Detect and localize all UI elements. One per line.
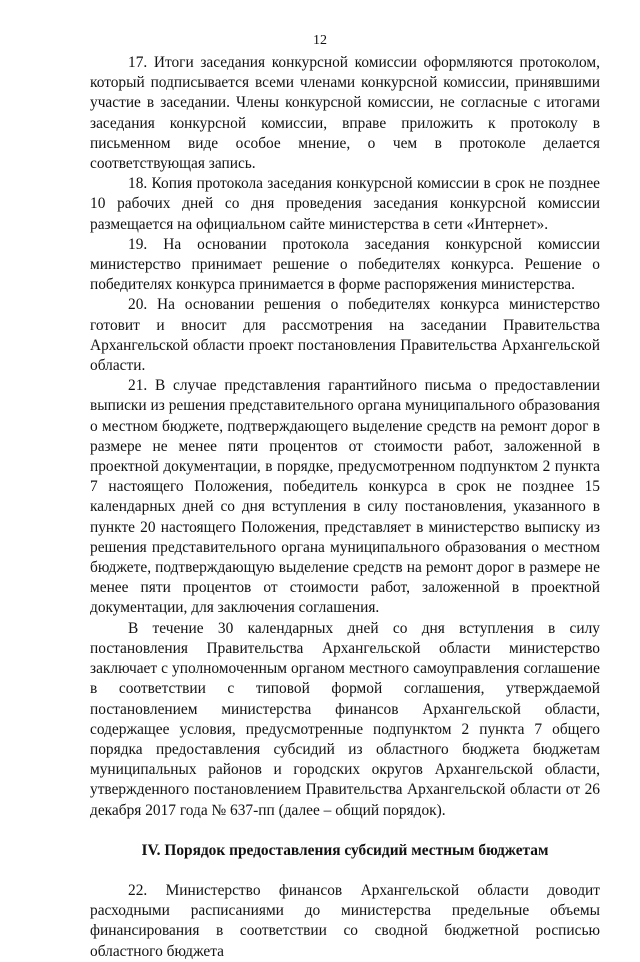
section-heading: IV. Порядок предоставления субсидий местным бюджетам bbox=[141, 841, 549, 859]
paragraph-18: 18. Копия протокола заседания конкурсной комиссии в срок не позднее 10 рабочих дней со дня проведения заседания конкурсной комиссии размещается на официальном сайте министерства в сети «Интернет». bbox=[90, 175, 600, 233]
paragraph-17: 17. Итоги заседания конкурсной комиссии оформляются протоколом, который подписывается всеми членами конкурсной комиссии, принявшими участие в заседании. Члены конкурсной комиссии, не согласные с итогами заседания конкурсной комиссии, вправе приложить к протоколу в письменном виде особое мнение, о чем в протоколе делается соответствующая запись. bbox=[90, 54, 600, 173]
paragraph-22: 22. Министерство финансов Архангельской области доводит расходными расписаниями до министерства предельные объемы финансирования в соответствии со сводной бюджетной росписью областного бюджета bbox=[90, 881, 600, 960]
paragraph-20: 20. На основании решения о победителях конкурса министерство готовит и вносит для рассмотрения на заседании Правительства Архангельской области проект постановления Правительства Архангельской области. bbox=[90, 296, 600, 375]
paragraph-21: 21. В случае представления гарантийного письма о предоставлении выписки из решения представительного органа муниципального образования о местном бюджете, подтверждающего выделение средств на ремонт дорог в размере не менее пяти процентов от стоимости работ, заложенной в проектной документации, в порядке, предусмотренном подпунктом 2 пункта 7 настоящего Положения, победитель конкурса в срок не позднее 15 календарных дней со дня вступления в силу постановления, указанного в пункте 20 настоящего Положения, представляет в министерство выписку из решения представительного органа муниципального образования о местном бюджете, подтверждающую выделение средств на ремонт дорог в размере не менее пяти процентов от стоимости работ, заложенной в проектной документации, для заключения соглашения. bbox=[90, 377, 600, 617]
document-body bbox=[90, 53, 600, 962]
paragraph-21-continuation: В течение 30 календарных дней со дня вступления в силу постановления Правительства Архангельской области министерство заключает с уполномоченным органом местного самоуправления соглашение в соответствии с типовой формой соглашения, утверждаемой постановлением министерства финансов Архангельской области, содержащее условия, предусмотренные подпунктом 2 пункта 7 общего порядка предоставления субсидий из областного бюджета бюджетам муниципальных районов и городских округов Архангельской области, утвержденного постановлением Правительства Архангельской области от 26 декабря 2017 года № 637-пп (далее – общий порядок). bbox=[90, 619, 600, 819]
page-number: 12 bbox=[313, 33, 327, 48]
paragraph-19: 19. На основании протокола заседания конкурсной комиссии министерство принимает решение о победителях конкурса. Решение о победителях конкурса принимается в форме распоряжения министерства. bbox=[90, 235, 600, 294]
